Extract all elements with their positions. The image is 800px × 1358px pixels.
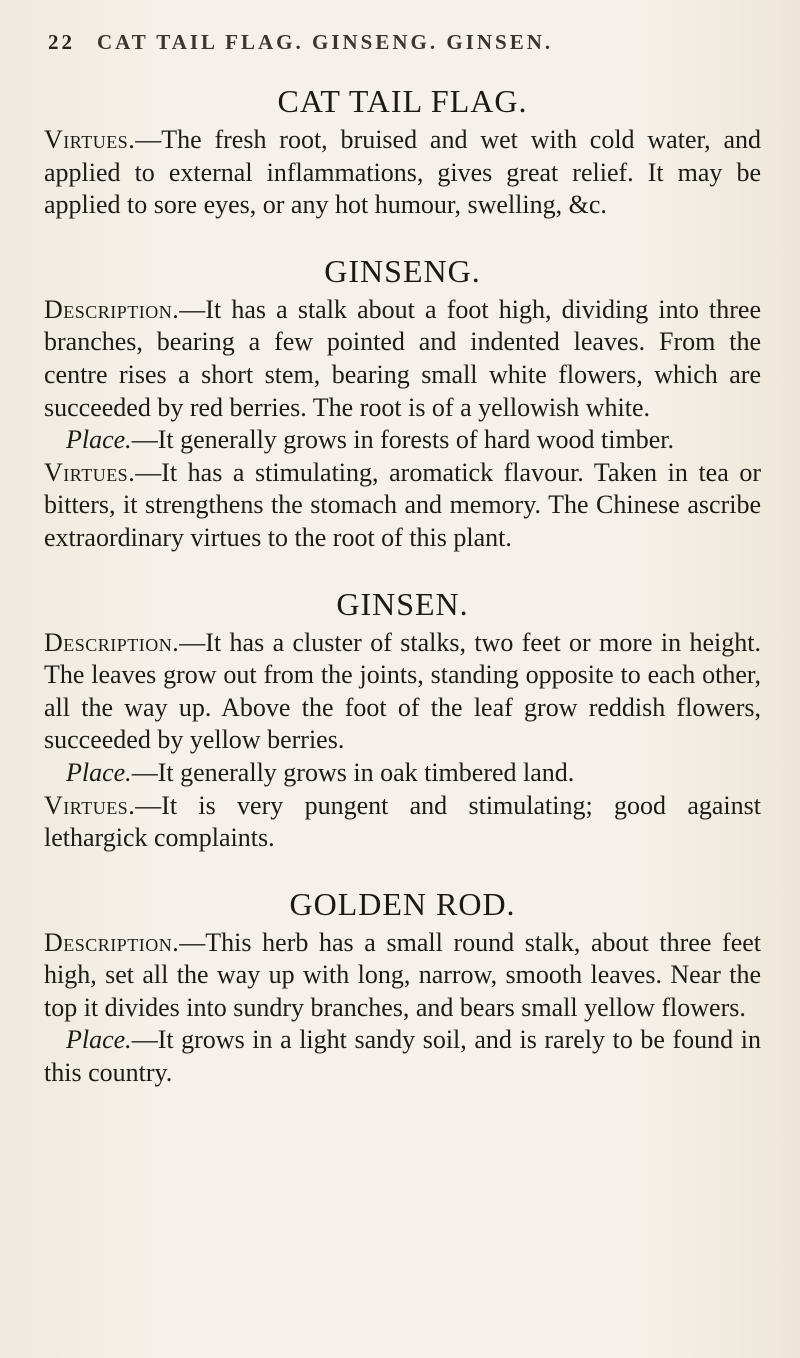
paragraph-text: —The fresh root, bruised and wet with cold water, and applied to external inflammations, gives great relief. It may be applied to sore eyes, or any hot humour, swelling, &c. bbox=[44, 125, 761, 220]
entry-title: GINSEN. bbox=[336, 585, 469, 622]
paragraph-text: —This herb has a small round stalk, about three feet high, set all the way up with long, narrow, smooth leaves. Near the top it divides into sundry branches, and bears small yellow flowers. bbox=[44, 927, 761, 1022]
running-head-text: CAT TAIL FLAG. GINSENG. GINSEN. bbox=[97, 30, 554, 54]
entry-ginsen bbox=[44, 585, 761, 855]
page-body bbox=[44, 82, 761, 1090]
paragraph-text: —It is very pungent and stimulating; good against lethargick complaints. bbox=[44, 790, 761, 853]
section-label: Description. bbox=[44, 294, 180, 324]
section-label: Place. bbox=[66, 1025, 132, 1055]
description-paragraph bbox=[44, 294, 761, 424]
section-label: Description. bbox=[44, 627, 180, 657]
paragraph-text: —It has a stalk about a foot high, dividing into three branches, bearing a few pointed and indented leaves. From the centre rises a short stem, bearing small white flowers, which are succeeded by red berries. The root is of a yellowish white. bbox=[44, 294, 761, 422]
section-label: Place. bbox=[66, 757, 132, 787]
section-label: Virtues. bbox=[44, 125, 136, 154]
paragraph-text: —It generally grows in oak timbered land. bbox=[131, 757, 575, 787]
entry-title: GOLDEN ROD. bbox=[289, 885, 516, 922]
running-head bbox=[48, 30, 553, 55]
paragraph-text: —It grows in a light sandy soil, and is rarely to be found in this country. bbox=[44, 1025, 761, 1088]
section-label: Virtues. bbox=[44, 790, 136, 820]
entry-title: CAT TAIL FLAG. bbox=[277, 83, 528, 119]
place-paragraph bbox=[44, 424, 761, 457]
place-paragraph bbox=[44, 757, 761, 790]
description-paragraph bbox=[44, 627, 761, 757]
section-label: Place. bbox=[66, 425, 132, 455]
section-label: Virtues. bbox=[44, 457, 136, 487]
entry-title: GINSENG. bbox=[324, 252, 481, 289]
virtues-paragraph bbox=[44, 124, 761, 222]
description-paragraph bbox=[44, 927, 761, 1025]
paragraph-text: —It generally grows in forests of hard wood timber. bbox=[131, 425, 674, 455]
paragraph-text: —It has a stimulating, aromatick flavour. Taken in tea or bitters, it strengthens the stomach and memory. The Chinese ascribe extraordinary virtues to the root of this plant. bbox=[44, 457, 761, 552]
virtues-paragraph bbox=[44, 457, 761, 555]
section-label: Description. bbox=[44, 927, 180, 957]
entry-ginseng bbox=[44, 252, 761, 555]
virtues-paragraph bbox=[44, 790, 761, 855]
place-paragraph bbox=[44, 1024, 761, 1089]
entry-cat-tail-flag bbox=[44, 82, 761, 222]
page-number: 22 bbox=[48, 30, 75, 54]
paragraph-text: —It has a cluster of stalks, two feet or more in height. The leaves grow out from the joints, standing opposite to each other, all the way up. Above the foot of the leaf grow reddish flowers, succeeded by yellow berries. bbox=[44, 627, 761, 755]
entry-golden-rod bbox=[44, 885, 761, 1090]
